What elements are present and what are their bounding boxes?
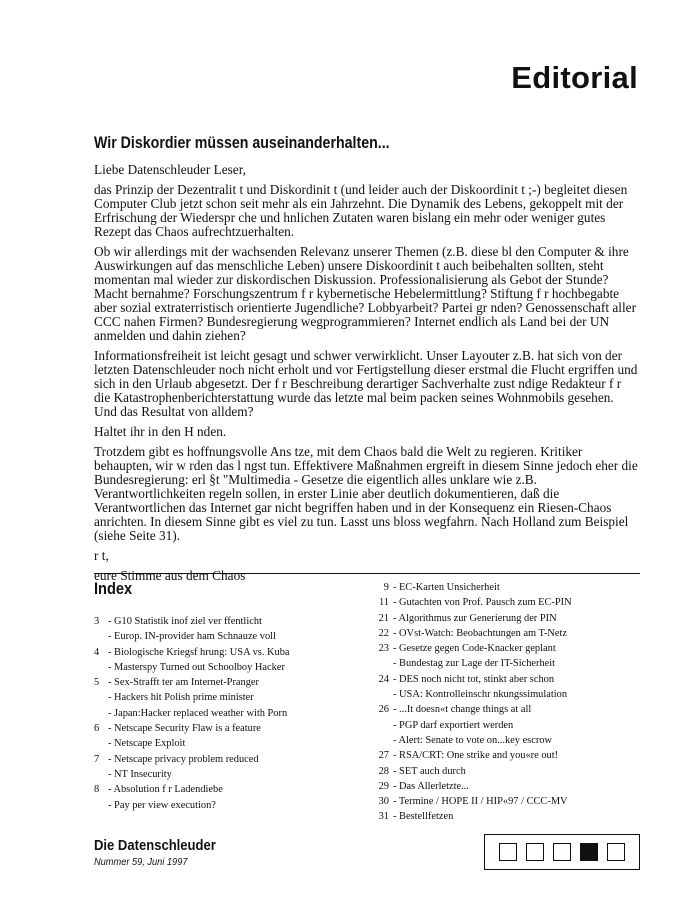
paragraph: Trotzdem gibt es hoffnungsvolle Ans tze, mit dem Chaos bald die Welt zu regieren. Kritiker behaupten, wir w rden das l ngst tun. Effektivere Maßnahmen ergreift in diesem Sinne jedoch eher die Bundesregierung: erl §t "Multimedia - Gesetze die eigentlich alles unklare wie z.B. Verantwortlichkeiten regeln sollen, in erster Linie aber deutlich dokumentieren, daß die Verantwortlichen das Internet gar nicht begriffen haben und in der Konsequenz ein Riesen-Chaos anrichten. In diesem Sinne gibt es viel zu tun. Lasst uns bloss wegfahrn. Nach Holland zum Beispiel (siehe Seite 31). [94,444,638,543]
index-entry[interactable] [373,626,643,641]
page-number: 23 [378,643,389,655]
index-heading: Index [94,579,133,598]
page-number: 8 [94,784,100,796]
page-number: 21 [378,612,389,624]
entry-title: - Europ. IN-provider ham Schnauze voll [108,631,276,643]
indicator-box [526,843,544,861]
indicator-box [580,843,598,861]
index-entry[interactable] [94,798,359,813]
index-entry[interactable] [94,767,359,782]
index-entry[interactable] [94,629,359,644]
signature: eure Stimme aus dem Chaos [94,568,246,583]
entry-title: - Netscape privacy problem reduced [108,753,259,765]
page-number: 5 [94,677,100,689]
page-number: 26 [378,704,389,716]
index-entry[interactable] [373,718,643,733]
entry-title: - Bestellfetzen [393,811,454,823]
entry-title: - Absolution f r Ladendiebe [108,784,223,796]
index-entry[interactable] [94,614,359,629]
entry-title: - Hackers hit Polish prime minister [108,692,254,704]
indicator-box [553,843,571,861]
page-number: 22 [378,627,389,639]
section-title: Editorial [511,60,638,95]
index-entry[interactable] [94,752,359,767]
index-entry[interactable] [373,702,643,717]
index-entry[interactable] [373,580,643,595]
index-entry[interactable] [94,675,359,690]
page-number: 9 [383,582,389,593]
index-entry[interactable] [373,611,643,626]
entry-title: - Sex-Strafft ter am Internet-Pranger [108,677,259,689]
index-entry[interactable] [373,672,643,687]
index-entry[interactable] [373,656,643,671]
article-headline: Wir Diskordier müssen auseinanderhalten... [94,134,390,152]
entry-title: - Masterspy Turned out Schoolboy Hacker [108,661,285,673]
entry-title: - DES noch nicht tot, stinkt aber schon [393,673,555,685]
entry-title: - OVst-Watch: Beobachtungen am T-Netz [393,627,568,639]
article-body [94,163,639,583]
index-right-column [373,580,643,825]
page-number: 31 [378,811,389,823]
section-divider [94,573,640,574]
page-number: 3 [94,616,100,627]
entry-title: - Japan:Hacker replaced weather with Porn [108,707,288,719]
paragraph: Haltet ihr in den H nden. [94,424,227,439]
index-entry[interactable] [373,687,643,702]
page-number: 29 [378,780,389,792]
entry-title: - Netscape Exploit [108,738,186,750]
entry-title: - Das Allerletzte... [393,780,469,792]
paragraph: Ob wir allerdings mit der wachsenden Relevanz unserer Themen (z.B. diese bl den Computer & ihre Auswirkungen auf das menschliche Leben) unsere Diskoordinit t auch beibehalten sollten, steht momentan mal wieder zur diskordischen Diskussion. Professionalisierung als Gebot der Stunde? Macht bernahme? Forschungszentrum f r kybernetische Hebelermittlung? Stiftung f r hochbegabte aber sozial extraterristisch orientierte Jugendliche? Lobbyarbeit? Partei gr nden? Genossenschaft aller CCC nahen Firmen? Bundesregierung wegprogrammieren? Internet endlich als Land bei der UN anmelden und dahin ziehen? [94,244,636,343]
entry-title: - Biologische Kriegsf hrung: USA vs. Kuba [108,646,290,658]
entry-title: - Netscape Security Flaw is a feature [108,723,261,735]
entry-title: - Pay per view execution? [108,799,216,811]
index-left-column [94,614,359,813]
index-entry[interactable] [94,706,359,721]
index-entry[interactable] [373,595,643,610]
entry-title: - SET auch durch [393,765,466,777]
entry-title: - PGP darf exportiert werden [393,719,514,731]
paragraph: Informationsfreiheit ist leicht gesagt und schwer verwirklicht. Unser Layouter z.B. hat sich von der letzten Datenschleuder noch nicht erholt und vor Fertigstellung dieser erstmal die Flucht ergriffen und sich in den Urlaub abgesetzt. Der f r Beschreibung derartiger Sachverhalte zust ndige Redakteur f r die Katastrophenberichterstattung wurde das letzte mal beim packen seines Wohnmobils gesehen. Und das Resultat von alldem? [94,348,638,419]
index-entry[interactable] [373,733,643,748]
entry-title: - USA: Kontrolleinschr nkungssimulation [393,689,568,701]
page-number: 30 [378,796,389,808]
page-number: 7 [94,753,100,765]
index-entry[interactable] [373,748,643,763]
index-entry[interactable] [94,660,359,675]
indicator-box [499,843,517,861]
entry-title: - RSA/CRT: One strike and you«re out! [393,750,559,762]
index-entry[interactable] [373,794,643,809]
entry-title: - Gutachten von Prof. Pausch zum EC-PIN [393,597,572,609]
index-entry[interactable] [94,782,359,797]
issue-indicator-boxes [484,834,640,870]
page-number: 4 [94,646,100,658]
index-entry[interactable] [94,690,359,705]
index-entry[interactable] [373,641,643,656]
page-number: 28 [378,765,389,777]
entry-title: - EC-Karten Unsicherheit [393,582,500,593]
closing: r t, [94,548,109,563]
page-number: 11 [378,597,389,609]
entry-title: - Termine / HOPE II / HIP«97 / CCC-MV [393,796,568,808]
index-entry[interactable] [94,736,359,751]
page-number: 24 [378,673,389,685]
entry-title: - Alert: Senate to vote on...key escrow [393,734,552,746]
page-number: 27 [378,750,389,762]
entry-title: - Gesetze gegen Code-Knacker geplant [393,643,556,655]
entry-title: - ...It doesn«t change things at all [393,704,532,716]
index-entry[interactable] [94,721,359,736]
index-entry[interactable] [373,809,643,824]
salutation: Liebe Datenschleuder Leser, [94,162,246,177]
entry-title: - Algorithmus zur Generierung der PIN [393,612,557,624]
entry-title: - Bundestag zur Lage der IT-Sicherheit [393,658,556,670]
index-entry[interactable] [373,779,643,794]
index-entry[interactable] [373,764,643,779]
indicator-box [607,843,625,861]
index-entry[interactable] [94,645,359,660]
entry-title: - NT Insecurity [108,768,172,780]
page-number: 6 [94,723,100,735]
paragraph: das Prinzip der Dezentralit t und Diskordinit t (und leider auch der Diskoordinit t ;-) begleitet diesen Computer Club jetzt schon seit mehr als ein Jahrzehnt. Die Dynamik des Lebens, gekoppelt mit der Erfrischung der Wiederspr che und hnlichen Zutaten waren bislang ein mehr oder weniger gutes Rezept das Chaos aufrechtzuerhalten. [94,182,628,239]
publication-title: Die Datenschleuder [94,838,216,854]
entry-title: - G10 Statistik inof ziel ver ffentlicht [108,616,262,627]
issue-info: Nummer 59, Juni 1997 [94,856,188,868]
